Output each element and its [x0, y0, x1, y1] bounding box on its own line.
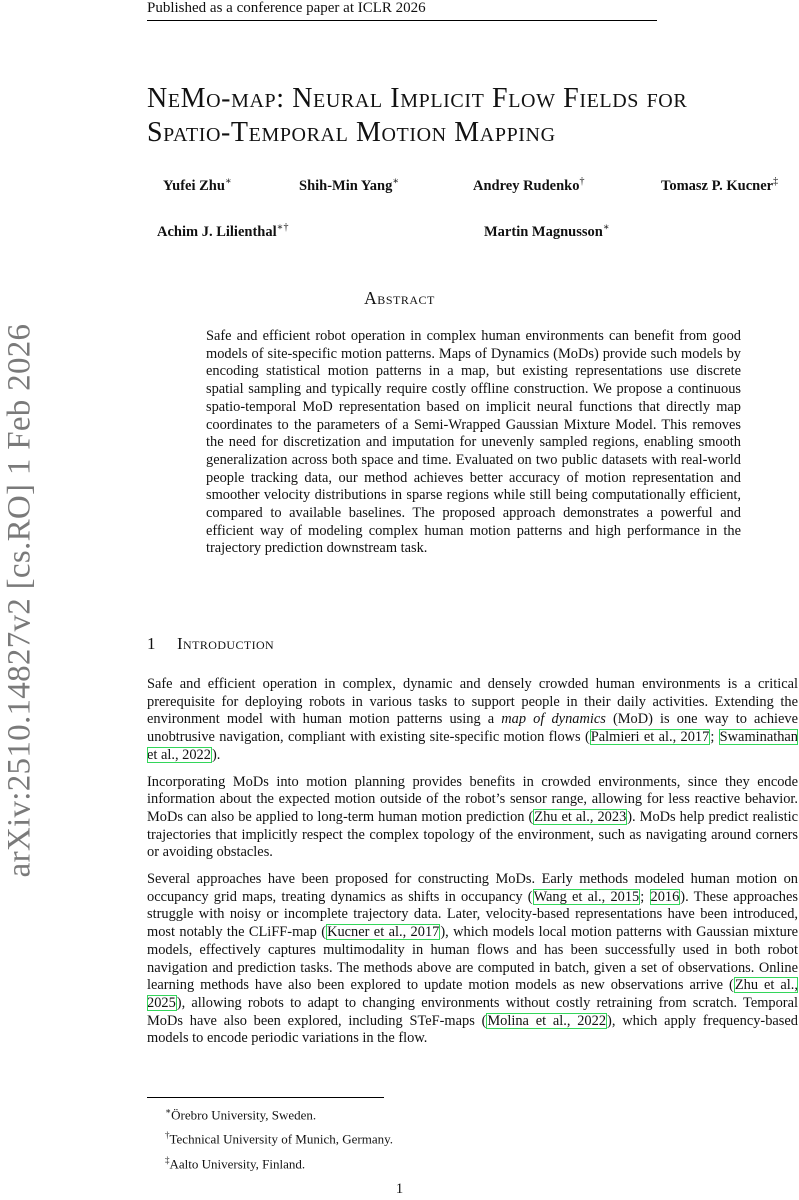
- citation-link[interactable]: Wang et al., 2015: [533, 888, 640, 905]
- arxiv-stamp: arXiv:2510.14827v2 [cs.RO] 1 Feb 2026: [1, 323, 38, 877]
- author-2: Shih-Min Yang∗: [299, 176, 400, 194]
- footnote-2: †Technical University of Munich, Germany.: [165, 1130, 394, 1147]
- header-rule: [147, 20, 657, 21]
- paragraph-1: Safe and efficient operation in complex, dynamic and densely crowded human environments is a critical prerequisite for deploying robots in various tasks to support people in their daily activities. Extending the environment model with human motion patterns using a map of dynamics (MoD) is one way to achieve unobtrusive navigation, compliant with existing site-specific motion flows (Palmieri et al., 2017; Swaminathan et al., 2022).: [147, 676, 798, 763]
- footnote-3: ‡Aalto University, Finland.: [165, 1154, 306, 1171]
- footnotes: [165, 1101, 393, 1174]
- emphasis-map-of-dynamics: map of dynamics: [501, 711, 606, 728]
- section-heading-introduction: [147, 634, 274, 654]
- citation-link[interactable]: Swaminathan et al., 2022: [147, 729, 798, 763]
- running-header: Published as a conference paper at ICLR 2026: [147, 0, 426, 16]
- citation-link[interactable]: Zhu et al., 2023: [534, 808, 627, 825]
- title-line-2: Spatio-Temporal Motion Mapping: [147, 117, 556, 148]
- arxiv-stamp-container: [0, 320, 40, 880]
- author-3: Andrey Rudenko†: [473, 176, 585, 194]
- paragraph-2: Incorporating MoDs into motion planning provides benefits in crowded environments, since they encode information about the expected motion outside of the robot’s sensor range, allowing for less reactive behavior. MoDs can also be applied to long-term human motion prediction (Zhu et al., 2023). MoDs help predict realistic trajectories that implicitly respect the complex topology of the environment, such as navigating around corners or avoiding obstacles.: [147, 773, 798, 861]
- citation-link[interactable]: Zhu et al., 2025: [147, 977, 798, 1011]
- section-number: 1: [147, 634, 156, 653]
- abstract-text: Safe and efficient robot operation in complex human environments can benefit from good models of site-specific motion patterns. Maps of Dynamics (MoDs) provide such models by encoding statistical motion patterns in a map, but existing representations use discrete spatial sampling and typically require costly offline construction. We propose a continuous spatio-temporal MoD representation based on implicit neural functions that directly map coordinates to the parameters of a Semi-Wrapped Gaussian Mixture Model. This removes the need for discretization and imputation for unevenly sampled regions, enabling smooth generalization across both space and time. Evaluated on two public datasets with real-world people tracking data, our method achieves better accuracy of motion representation and smoother velocity distributions in sparse regions while still being computationally efficient, compared to available baselines. The proposed approach demonstrates a powerful and efficient way of modeling complex human motion patterns and high performance in the trajectory prediction downstream task.: [206, 328, 741, 557]
- page-number: 1: [395, 1181, 404, 1197]
- citation-link[interactable]: Palmieri et al., 2017: [590, 729, 710, 746]
- section-title: Introduction: [177, 634, 275, 653]
- citation-link[interactable]: 2016: [650, 888, 680, 905]
- author-4: Tomasz P. Kucner‡: [661, 176, 779, 194]
- footnote-rule: [147, 1097, 384, 1098]
- author-5: Achim J. Lilienthal∗†: [157, 222, 289, 240]
- citation-link[interactable]: Kucner et al., 2017: [327, 924, 440, 941]
- citation-link[interactable]: Molina et al., 2022: [487, 1012, 607, 1029]
- title-line-1: NeMo-map: Neural Implicit Flow Fields for: [147, 83, 688, 114]
- author-1: Yufei Zhu∗: [163, 176, 232, 194]
- abstract-heading: Abstract: [364, 288, 435, 308]
- paper-title: [147, 82, 797, 150]
- introduction-body: [147, 676, 798, 1057]
- footnote-1: ∗Örebro University, Sweden.: [165, 1106, 317, 1123]
- paragraph-3: Several approaches have been proposed for constructing MoDs. Early methods modeled human motion on occupancy grid maps, treating dynamics as shifts in occupancy (Wang et al., 2015; 2016). These approaches struggle with noisy or incomplete trajectory data. Later, velocity-based representations have been introduced, most notably the CLiFF-map (Kucner et al., 2017), which models local motion patterns with Gaussian mixture models, effectively captures multimodality in human flows and has been successfully used in both robot navigation and prediction tasks. The methods above are computed in batch, given a set of observations. Online learning methods have also been explored to update motion models as new observations arrive (Zhu et al., 2025), allowing robots to adapt to changing environments without costly retraining from scratch. Temporal MoDs have also been explored, including STeF-maps (Molina et al., 2022), which apply frequency-based models to encode periodic variations in the flow.: [147, 871, 798, 1047]
- author-6: Martin Magnusson∗: [484, 222, 610, 240]
